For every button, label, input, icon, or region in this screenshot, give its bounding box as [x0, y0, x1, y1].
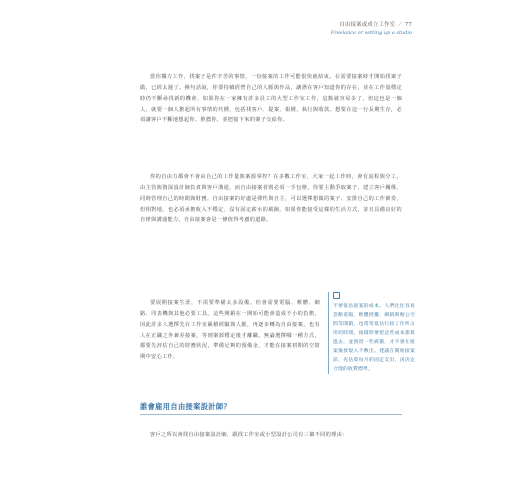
running-head-subtitle: Freelance or setting up a studio — [330, 30, 412, 36]
running-head — [331, 20, 412, 36]
section-heading: 誰會雇用自由接案設計師？ — [140, 402, 232, 411]
body-paragraph-4: 客戶之所以會找自由接案設計師，跟找工作室或小型設計公司有三個不同的理由： — [150, 432, 348, 439]
body-paragraph-1: 當你獨力工作，找案子是件辛苦的事情，一份接案的工作可能很快就結束。在需要接案時才開始找案子做，已經太遲了。換句話說，你要持續經營自己的人脈與作品，讓潛在客戶知道你的存在，並在工作量穩定時仍不斷尋找新的機會。如果你在一家擁有許多員工的大型工作室工作，這點就容易多了，但這也是一個人，就要一個人擔起所有事情的代價，包括找客戶、提案、報價、執行與收款。想要在這一行長期生存，必須讓客戶不斷地想起你、推薦你，並把接下來的案子交給你。 — [140, 74, 402, 124]
sidebar-tip — [328, 292, 415, 374]
sidebar-tip-text: 不要低估接案的成本。人們往往容易忽略電腦、軟體授權、網路與辦公空間等開銷，也常常低估行政工作所占用的時間。報價時要把這些成本都算進去，並預留一些緩衝，才不會在接案後發現入不敷出。建議在開始接案前，先估算每月的固定支出，再決定合理的收費標準。 — [333, 304, 415, 372]
body-paragraph-3: 要展開接案生涯，不需要準備太多設備。但會需要電腦、軟體、網路、印表機與其他必要工具。這些開銷在一開始可能會造成不小的負擔，因此許多人選擇先在工作室累積經驗與人脈，再逐步轉為自由接案。也有人在正職之外兼差接案，等到案源穩定後才離職。無論選擇哪一種方式，都要先評估自己的財務狀況，準備足夠的預備金，才能在接案初期的空窗期中安心工作。 — [140, 300, 320, 361]
book-page — [132, 0, 415, 500]
section-divider — [140, 414, 402, 415]
tip-icon — [333, 292, 340, 299]
body-paragraph-2: 你的自由力都會不會由自己的工作量與案源掌控？在多數工作室，大家一起工作時，會有流程與分工，由主管與資深設計師負責與客戶溝通，而自由接案者則必須一手包辦。你要主動爭取案子、建立客戶關係，同時管理自己的時間與財務。自由接案的好處是彈性與自主，可以選擇想做的案子、安排自己的工作節奏，但相對地，也必須承擔收入不穩定、沒有固定薪水的風險。如果你能接受這樣的生活方式，並且具備良好的自律與溝通能力，自由接案會是一條值得考慮的道路。 — [140, 174, 402, 224]
running-head-title: 自由接案或成立工作室 ／ 77 — [339, 22, 412, 28]
